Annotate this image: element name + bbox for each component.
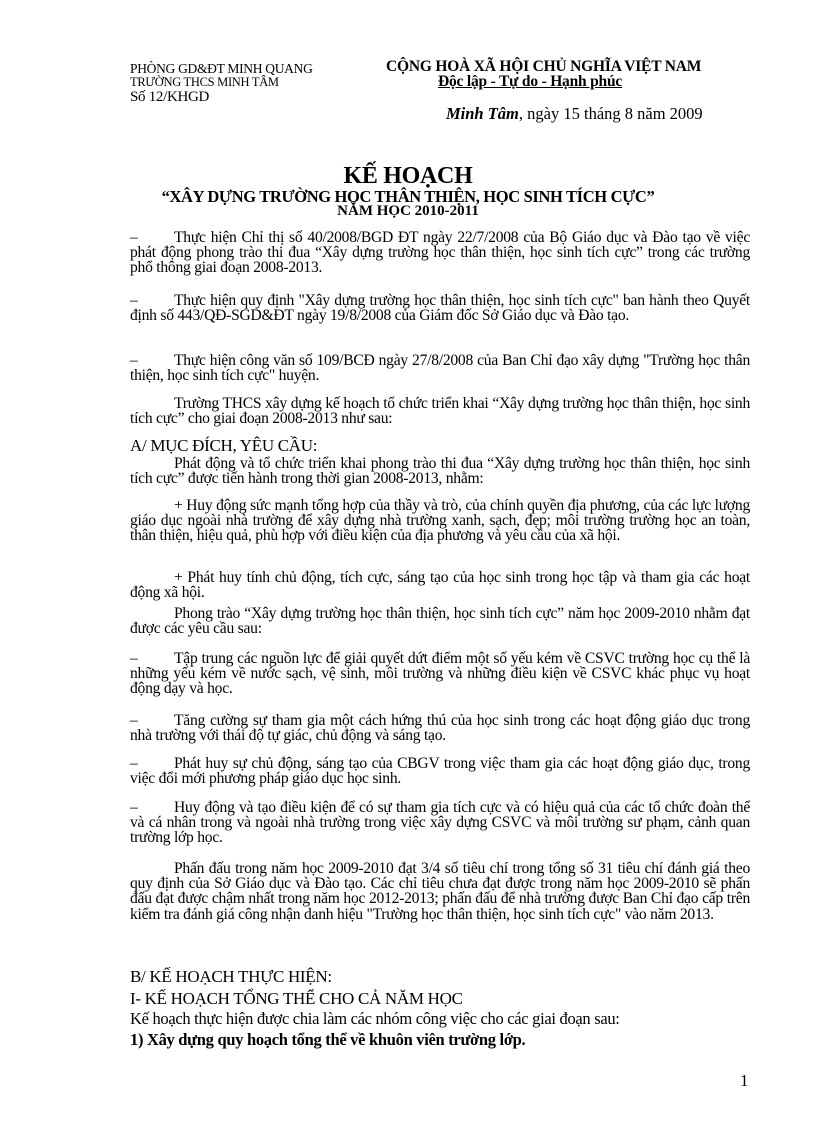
- paragraph-text: + Huy động sức mạnh tổng hợp của thầy và trò, của chính quyền địa phương, của các lực lượng giáo dục ngoài nhà trường để xây dựng nhà trường xanh, sạch, đẹp; môi trường trường học an toàn, thân thiện, hiệu quả, phù hợp với điều kiện của địa phương và yêu cầu của xã hội.: [130, 497, 750, 545]
- intro-paragraph-3: [130, 353, 750, 383]
- bullet-dash: –: [130, 352, 138, 369]
- section-a-paragraph-5: [130, 861, 750, 922]
- section-a-paragraph-2: [130, 498, 750, 544]
- requirement-item-2: [130, 713, 750, 743]
- paragraph-text: Tăng cường sự tham gia một cách hứng thú của học sinh trong các hoạt động giáo dục trong nhà trường với thái độ tự giác, chủ động và sáng tạo.: [130, 712, 750, 745]
- nation-motto: Độc lập - Tự do - Hạnh phúc: [438, 73, 623, 90]
- section-b-item-1: 1) Xây dựng quy hoạch tổng thể về khuôn viên trường lớp.: [130, 1030, 526, 1049]
- bullet-dash: –: [130, 292, 138, 309]
- requirement-item-3: [130, 756, 750, 786]
- paragraph-text: Tập trung các nguồn lực để giải quyết dứt điểm một số yếu kém về CSVC trường học cụ thể là những yếu kém về nước sạch, vệ sinh, môi trường và những điều kiện về CSVC khác phục vụ hoạt động dạy và học.: [130, 650, 750, 698]
- page-number: 1: [740, 1071, 749, 1090]
- nation-heading: CỘNG HOÀ XÃ HỘI CHỦ NGHĨA VIỆT NAM: [386, 58, 702, 75]
- school-year: NĂM HỌC 2010-2011: [337, 203, 479, 219]
- paragraph-text: Trường THCS xây dựng kế hoạch tổ chức triển khai “Xây dựng trường học thân thiện, học sinh tích cực” cho giai đoạn 2008-2013 như sau:: [130, 395, 750, 428]
- intro-paragraph-2: [130, 293, 750, 323]
- paragraph-text: Thực hiện quy định "Xây dựng trường học thân thiện, học sinh tích cực" ban hành theo Quyết định số 443/QĐ-SGD&ĐT ngày 19/8/2008 của Giám đốc Sở Giáo dục và Đào tạo.: [130, 292, 750, 325]
- section-a-paragraph-1: [130, 456, 750, 486]
- requirement-item-1: [130, 651, 750, 697]
- paragraph-text: Huy động và tạo điều kiện để có sự tham gia tích cực và có hiệu quả của các tổ chức đoàn thể và cá nhân trong và ngoài nhà trường trong việc xây dựng CSVC và môi trường sư phạm, cảnh quan trường lớp học.: [130, 799, 750, 847]
- bullet-dash: –: [130, 229, 138, 246]
- section-a-paragraph-3: [130, 570, 750, 600]
- place-name: Minh Tâm: [446, 104, 519, 123]
- section-b-heading: B/ KẾ HOẠCH THỰC HIỆN:: [130, 967, 332, 986]
- bullet-dash: –: [130, 650, 138, 667]
- intro-paragraph-1: [130, 230, 750, 276]
- org-line-2: TRƯỜNG THCS MINH TÂM: [130, 75, 279, 89]
- section-b-subheading: I- KẾ HOẠCH TỔNG THỂ CHO CẢ NĂM HỌC: [130, 989, 463, 1008]
- paragraph-text: Phấn đấu trong năm học 2009-2010 đạt 3/4 số tiêu chí trong tổng số 31 tiêu chí đánh giá theo quy định của Sở Giáo dục và Đào tạo. Các chỉ tiêu chưa đạt được trong năm học 2009-2010 sẽ phấn đấu đạt được chậm nhất trong năm học 2012-2013; phấn đấu để nhà trường được Ban Chỉ đạo cấp trên kiểm tra đánh giá công nhận danh hiệu "Trường học thân thiện, học sinh tích cực" vào năm 2013.: [130, 860, 750, 923]
- section-b-intro: Kế hoạch thực hiện được chia làm các nhóm công việc cho các giai đoạn sau:: [130, 1009, 620, 1028]
- section-a-paragraph-4: [130, 606, 750, 636]
- paragraph-text: + Phát huy tính chủ động, tích cực, sáng tạo của học sinh trong học tập và tham gia các hoạt động xã hội.: [130, 569, 750, 602]
- paragraph-text: Phát huy sự chủ động, sáng tạo của CBGV trong việc tham gia các hoạt động giáo dục, trong việc đổi mới phương pháp giáo dục học sinh.: [130, 755, 750, 788]
- document-subtitle: “XÂY DỰNG TRƯỜNG HỌC THÂN THIỆN, HỌC SINH TÍCH CỰC”: [161, 187, 655, 206]
- section-a-heading: A/ MỤC ĐÍCH, YÊU CẦU:: [130, 436, 318, 455]
- paragraph-text: Phong trào “Xây dựng trường học thân thiện, học sinh tích cực” năm học 2009-2010 nhằm đạt được các yêu cầu sau:: [130, 605, 750, 638]
- date-line: [446, 104, 703, 124]
- intro-paragraph-4: [130, 396, 750, 426]
- document-number: Số 12/KHGD: [130, 89, 210, 105]
- document-title: KẾ HOẠCH: [343, 163, 473, 189]
- org-line-1: PHÒNG GD&ĐT MINH QUANG: [130, 61, 313, 76]
- paragraph-text: Thực hiện Chỉ thị số 40/2008/BGD ĐT ngày 22/7/2008 của Bộ Giáo dục và Đào tạo về việc phát động phong trào thi đua “Xây dựng trường học thân thiện, học sinh tích cực” trong các trường phổ thông giai đoạn 2008-2013.: [130, 229, 750, 277]
- requirement-item-4: [130, 800, 750, 846]
- paragraph-text: Thực hiện công văn số 109/BCĐ ngày 27/8/2008 của Ban Chỉ đạo xây dựng "Trường học thân thiện, học sinh tích cực" huyện.: [130, 352, 750, 385]
- bullet-dash: –: [130, 799, 138, 816]
- bullet-dash: –: [130, 712, 138, 729]
- bullet-dash: –: [130, 755, 138, 772]
- date-text: , ngày 15 tháng 8 năm 2009: [518, 104, 703, 123]
- paragraph-text: Phát động và tổ chức triển khai phong trào thi đua “Xây dựng trường học thân thiện, học sinh tích cực” được tiến hành trong thời gian 2008-2013, nhằm:: [130, 455, 750, 488]
